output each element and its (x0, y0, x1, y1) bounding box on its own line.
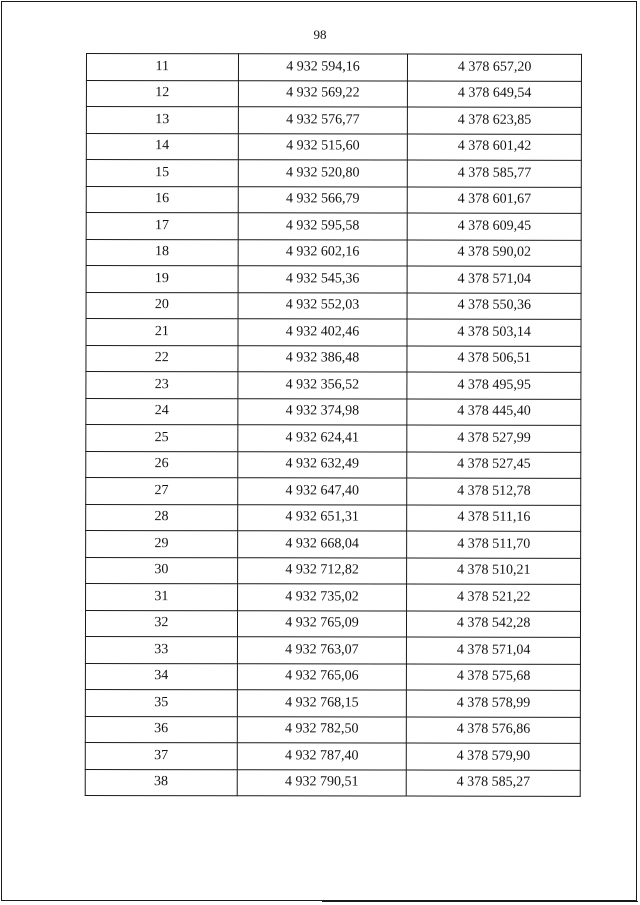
table-row (86, 504, 581, 531)
x-coordinate-cell: 4 932 595,58 (238, 213, 408, 240)
table-row (85, 610, 580, 637)
y-coordinate-cell: 4 378 575,68 (407, 664, 581, 691)
point-number-cell: 33 (85, 637, 237, 664)
y-coordinate-cell: 4 378 601,42 (408, 134, 582, 161)
table-row (86, 451, 581, 478)
point-number-cell: 25 (86, 425, 238, 452)
table-row (85, 663, 580, 690)
table-row (86, 107, 581, 134)
x-coordinate-cell: 4 932 735,02 (237, 584, 407, 611)
table-row (86, 54, 581, 81)
table-row (86, 133, 581, 160)
y-coordinate-cell: 4 378 601,67 (408, 187, 582, 214)
x-coordinate-cell: 4 932 520,80 (238, 160, 408, 187)
table-row (86, 372, 581, 399)
page-number: 98 (313, 27, 327, 42)
y-coordinate-cell: 4 378 657,20 (408, 54, 582, 81)
point-number-cell: 34 (85, 663, 237, 690)
y-coordinate-cell: 4 378 511,70 (407, 531, 581, 558)
x-coordinate-cell: 4 932 647,40 (237, 478, 407, 505)
point-number-cell: 28 (86, 504, 238, 531)
x-coordinate-cell: 4 932 624,41 (237, 425, 407, 452)
y-coordinate-cell: 4 378 542,28 (407, 611, 581, 638)
point-number-cell: 15 (86, 160, 238, 187)
table-row (86, 80, 581, 107)
y-coordinate-cell: 4 378 503,14 (407, 319, 581, 346)
point-number-cell: 35 (85, 689, 237, 716)
table-row (85, 716, 580, 743)
table-row (86, 292, 581, 319)
x-coordinate-cell: 4 932 515,60 (238, 133, 408, 160)
x-coordinate-cell: 4 932 402,46 (238, 319, 408, 346)
y-coordinate-cell: 4 378 511,16 (407, 505, 581, 532)
point-number-cell: 23 (86, 372, 238, 399)
table-row (86, 531, 581, 558)
y-coordinate-cell: 4 378 576,86 (407, 717, 581, 744)
y-coordinate-cell: 4 378 527,45 (407, 452, 581, 479)
point-number-cell: 32 (85, 610, 237, 637)
point-number-cell: 21 (86, 319, 238, 346)
y-coordinate-cell: 4 378 510,21 (407, 558, 581, 585)
table-row (85, 689, 580, 716)
point-number-cell: 36 (85, 716, 237, 743)
x-coordinate-cell: 4 932 374,98 (238, 398, 408, 425)
point-number-cell: 27 (86, 478, 238, 505)
x-coordinate-cell: 4 932 787,40 (237, 743, 407, 770)
y-coordinate-cell: 4 378 578,99 (407, 690, 581, 717)
point-number-cell: 13 (86, 107, 238, 134)
x-coordinate-cell: 4 932 594,16 (238, 54, 408, 81)
y-coordinate-cell: 4 378 609,45 (408, 213, 582, 240)
x-coordinate-cell: 4 932 668,04 (237, 531, 407, 558)
x-coordinate-cell: 4 932 712,82 (237, 557, 407, 584)
y-coordinate-cell: 4 378 623,85 (408, 107, 582, 134)
x-coordinate-cell: 4 932 768,15 (237, 690, 407, 717)
y-coordinate-cell: 4 378 506,51 (407, 346, 581, 373)
y-coordinate-cell: 4 378 571,04 (407, 266, 581, 293)
y-coordinate-cell: 4 378 571,04 (407, 637, 581, 664)
y-coordinate-cell: 4 378 585,77 (408, 160, 582, 187)
table-row (86, 584, 581, 611)
x-coordinate-cell: 4 932 790,51 (237, 769, 407, 796)
y-coordinate-cell: 4 378 590,02 (407, 240, 581, 267)
x-coordinate-cell: 4 932 632,49 (237, 451, 407, 478)
y-coordinate-cell: 4 378 550,36 (407, 293, 581, 320)
bottom-scan-line (322, 901, 638, 902)
y-coordinate-cell: 4 378 579,90 (407, 743, 581, 770)
table-row (85, 742, 580, 769)
table-row (86, 425, 581, 452)
point-number-cell: 31 (86, 584, 238, 611)
y-coordinate-cell: 4 378 585,27 (407, 770, 581, 797)
table-row (86, 319, 581, 346)
table-row (86, 266, 581, 293)
table-row (86, 160, 581, 187)
point-number-cell: 12 (86, 80, 238, 107)
point-number-cell: 30 (86, 557, 238, 584)
coordinates-table-body (85, 54, 581, 797)
point-number-cell: 38 (85, 769, 237, 796)
coordinates-table (85, 53, 582, 797)
point-number-cell: 20 (86, 292, 238, 319)
x-coordinate-cell: 4 932 545,36 (238, 266, 408, 293)
x-coordinate-cell: 4 932 552,03 (238, 292, 408, 319)
point-number-cell: 18 (86, 239, 238, 266)
x-coordinate-cell: 4 932 566,79 (238, 186, 408, 213)
x-coordinate-cell: 4 932 386,48 (238, 345, 408, 372)
x-coordinate-cell: 4 932 569,22 (238, 80, 408, 107)
point-number-cell: 22 (86, 345, 238, 372)
y-coordinate-cell: 4 378 649,54 (408, 81, 582, 108)
point-number-cell: 17 (86, 213, 238, 240)
table-row (86, 398, 581, 425)
x-coordinate-cell: 4 932 576,77 (238, 107, 408, 134)
table-row (85, 769, 580, 796)
x-coordinate-cell: 4 932 765,06 (237, 663, 407, 690)
point-number-cell: 14 (86, 133, 238, 160)
y-coordinate-cell: 4 378 527,99 (407, 425, 581, 452)
point-number-cell: 11 (86, 54, 238, 81)
y-coordinate-cell: 4 378 445,40 (407, 399, 581, 426)
table-row (86, 239, 581, 266)
point-number-cell: 24 (86, 398, 238, 425)
point-number-cell: 16 (86, 186, 238, 213)
table-row (86, 213, 581, 240)
x-coordinate-cell: 4 932 763,07 (237, 637, 407, 664)
point-number-cell: 29 (86, 531, 238, 558)
point-number-cell: 19 (86, 266, 238, 293)
table-row (86, 557, 581, 584)
y-coordinate-cell: 4 378 521,22 (407, 584, 581, 611)
table-row (86, 186, 581, 213)
x-coordinate-cell: 4 932 651,31 (237, 504, 407, 531)
x-coordinate-cell: 4 932 602,16 (238, 239, 408, 266)
table-row (86, 478, 581, 505)
y-coordinate-cell: 4 378 495,95 (407, 372, 581, 399)
x-coordinate-cell: 4 932 356,52 (238, 372, 408, 399)
x-coordinate-cell: 4 932 765,09 (237, 610, 407, 637)
table-row (86, 345, 581, 372)
y-coordinate-cell: 4 378 512,78 (407, 478, 581, 505)
point-number-cell: 37 (85, 742, 237, 769)
x-coordinate-cell: 4 932 782,50 (237, 716, 407, 743)
table-row (85, 637, 580, 664)
point-number-cell: 26 (86, 451, 238, 478)
